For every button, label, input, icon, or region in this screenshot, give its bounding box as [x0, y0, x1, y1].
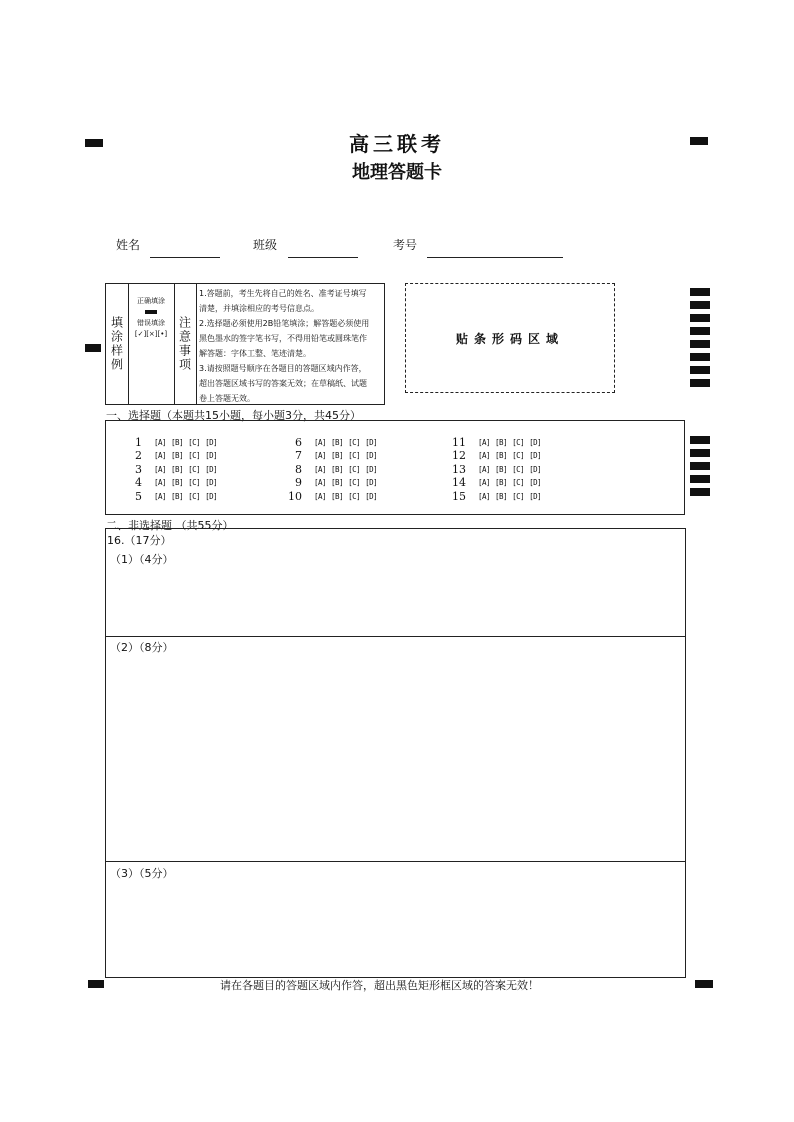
answer-bubble[interactable]: [C]	[188, 464, 201, 474]
answer-bubble[interactable]: [D]	[529, 464, 542, 474]
question-number: 15	[452, 489, 466, 503]
answer-area-16[interactable]	[105, 528, 686, 978]
answer-bubble[interactable]: [B]	[331, 437, 344, 447]
q16-part1-label: （1）（4分）	[110, 553, 174, 566]
answer-bubble[interactable]: [A]	[478, 464, 491, 474]
mcq-question-row	[280, 462, 382, 476]
answer-bubble[interactable]: [A]	[154, 437, 167, 447]
answer-bubble[interactable]: [B]	[171, 464, 184, 474]
notes-text: 1.答题前，考生先将自己的姓名、准考证号填写 清楚，并填涂相应的考号信息点。 2.选择题必须使用2B铅笔填涂；解答题必须使用 黑色墨水的签字笔书写，不得用铅笔或圆珠笔作 解答题：字体工整、笔迹清楚。 3.请按照题号顺序在各题目的答题区域内作答， 超出答题区域书写的答案无效；在草稿纸、试题 卷上答题无效。	[199, 289, 370, 403]
q16-part3-label: （3）（5分）	[110, 867, 174, 880]
answer-bubble[interactable]: [A]	[314, 464, 327, 474]
mcq-question-row	[280, 435, 382, 449]
answer-bubble[interactable]: [C]	[348, 478, 361, 487]
question-number: 2	[135, 449, 142, 462]
answer-bubble[interactable]: [A]	[154, 464, 167, 474]
divider	[105, 636, 686, 637]
q16-label: 16.（17分）	[107, 534, 172, 547]
wrong-fill-label: 错误填涂	[137, 319, 165, 327]
answer-bubble[interactable]: [D]	[529, 478, 542, 487]
answer-bubble[interactable]: [C]	[188, 478, 201, 487]
footer-note: 请在各题目的答题区域内作答，超出黑色矩形框区域的答案无效！	[220, 979, 539, 992]
question-number: 7	[295, 449, 302, 462]
answer-bubble[interactable]: [D]	[365, 437, 378, 447]
question-number: 8	[295, 462, 302, 476]
question-number: 5	[135, 489, 142, 503]
correct-fill-label: 正确填涂	[137, 297, 165, 305]
name-field[interactable]	[150, 257, 220, 258]
answer-bubble[interactable]: [D]	[529, 437, 542, 447]
answer-bubble[interactable]: [B]	[331, 464, 344, 474]
answer-bubble[interactable]: [D]	[205, 491, 218, 501]
question-number: 12	[452, 449, 466, 462]
answer-bubble[interactable]: [C]	[512, 491, 525, 501]
mcq-question-row	[120, 449, 222, 463]
answer-bubble[interactable]: [A]	[154, 478, 167, 487]
question-number: 1	[135, 435, 142, 449]
barcode-area	[405, 283, 615, 393]
answer-bubble[interactable]: [D]	[205, 464, 218, 474]
mcq-question-row	[444, 449, 546, 463]
mcq-question-row	[120, 489, 222, 503]
answer-bubble[interactable]: [A]	[154, 451, 167, 460]
answer-bubble[interactable]: [D]	[529, 491, 542, 501]
wrong-fill-marks: [✓][×][•]	[134, 330, 168, 338]
answer-bubble[interactable]: [C]	[188, 491, 201, 501]
class-field[interactable]	[288, 257, 358, 258]
answer-bubble[interactable]: [C]	[188, 437, 201, 447]
answer-bubble[interactable]: [B]	[171, 491, 184, 501]
barcode-label: 贴条形码区域	[455, 331, 564, 346]
question-number: 9	[295, 476, 302, 489]
section1-heading: 一、选择题（本题共15小题，每小题3分，共45分）	[106, 409, 361, 422]
exam-number-field[interactable]	[427, 257, 563, 258]
answer-bubble[interactable]: [A]	[154, 491, 167, 501]
mcq-question-row	[444, 476, 546, 490]
name-label: 姓名	[116, 238, 141, 252]
answer-bubble[interactable]: [B]	[495, 451, 508, 460]
answer-bubble[interactable]: [D]	[365, 491, 378, 501]
page-subtitle: 地理答题卡	[352, 162, 442, 183]
answer-bubble[interactable]: [C]	[188, 451, 201, 460]
answer-bubble[interactable]: [B]	[331, 491, 344, 501]
q16-part2-label: （2）（8分）	[110, 641, 174, 654]
answer-bubble[interactable]: [C]	[512, 451, 525, 460]
question-number: 3	[135, 462, 142, 476]
registration-mark	[88, 980, 104, 988]
answer-bubble[interactable]: [B]	[495, 464, 508, 474]
answer-bubble[interactable]: [D]	[365, 451, 378, 460]
notes-label: 注意事项	[177, 316, 192, 372]
answer-bubble[interactable]: [C]	[512, 464, 525, 474]
class-label: 班级	[253, 238, 278, 252]
mcq-question-row	[444, 462, 546, 476]
answer-bubble[interactable]: [B]	[495, 491, 508, 501]
answer-bubble[interactable]: [D]	[365, 464, 378, 474]
section2-heading: 二、非选择题 （共55分）	[106, 519, 234, 532]
filled-bubble-sample	[145, 310, 157, 314]
answer-bubble[interactable]: [D]	[365, 478, 378, 487]
answer-bubble[interactable]: [B]	[331, 478, 344, 487]
divider	[105, 861, 686, 862]
answer-bubble[interactable]: [C]	[512, 437, 525, 447]
mcq-question-row	[120, 462, 222, 476]
question-number: 4	[135, 476, 142, 489]
answer-bubble[interactable]: [A]	[478, 478, 491, 487]
answer-bubble[interactable]: [A]	[478, 491, 491, 501]
answer-bubble[interactable]: [C]	[512, 478, 525, 487]
answer-bubble[interactable]: [A]	[314, 451, 327, 460]
answer-bubble[interactable]: [B]	[331, 451, 344, 460]
answer-bubble[interactable]: [C]	[348, 491, 361, 501]
mcq-question-row	[444, 489, 546, 503]
registration-mark	[85, 344, 101, 352]
answer-bubble[interactable]: [D]	[529, 451, 542, 460]
answer-bubble[interactable]: [A]	[314, 478, 327, 487]
instructions-box	[105, 283, 385, 405]
question-number: 13	[452, 462, 466, 476]
fill-example-label: 填涂样例	[109, 316, 124, 372]
question-number: 6	[295, 435, 302, 449]
answer-bubble[interactable]: [D]	[205, 437, 218, 447]
answer-bubble[interactable]: [B]	[495, 437, 508, 447]
answer-bubble[interactable]: [C]	[348, 451, 361, 460]
question-number: 10	[288, 489, 302, 503]
question-number: 11	[452, 435, 466, 449]
question-number: 14	[452, 476, 466, 489]
answer-bubble[interactable]: [B]	[171, 451, 184, 460]
answer-bubble[interactable]: [C]	[348, 437, 361, 447]
answer-bubble[interactable]: [B]	[495, 478, 508, 487]
answer-bubble[interactable]: [A]	[478, 437, 491, 447]
answer-bubble[interactable]: [B]	[171, 478, 184, 487]
mcq-question-row	[120, 435, 222, 449]
exam-number-label: 考号	[393, 238, 418, 252]
answer-bubble[interactable]: [B]	[171, 437, 184, 447]
answer-bubble[interactable]: [A]	[478, 451, 491, 460]
answer-bubble[interactable]: [D]	[205, 478, 218, 487]
mcq-question-row	[280, 449, 382, 463]
answer-bubble[interactable]: [A]	[314, 491, 327, 501]
answer-bubble[interactable]: [A]	[314, 437, 327, 447]
mcq-question-row	[280, 476, 382, 490]
mcq-question-row	[444, 435, 546, 449]
mcq-question-row	[280, 489, 382, 503]
answer-bubble[interactable]: [C]	[348, 464, 361, 474]
answer-bubble[interactable]: [D]	[205, 451, 218, 460]
page-title: 高三联考	[349, 132, 445, 156]
registration-mark	[695, 980, 713, 988]
mcq-question-row	[120, 476, 222, 490]
